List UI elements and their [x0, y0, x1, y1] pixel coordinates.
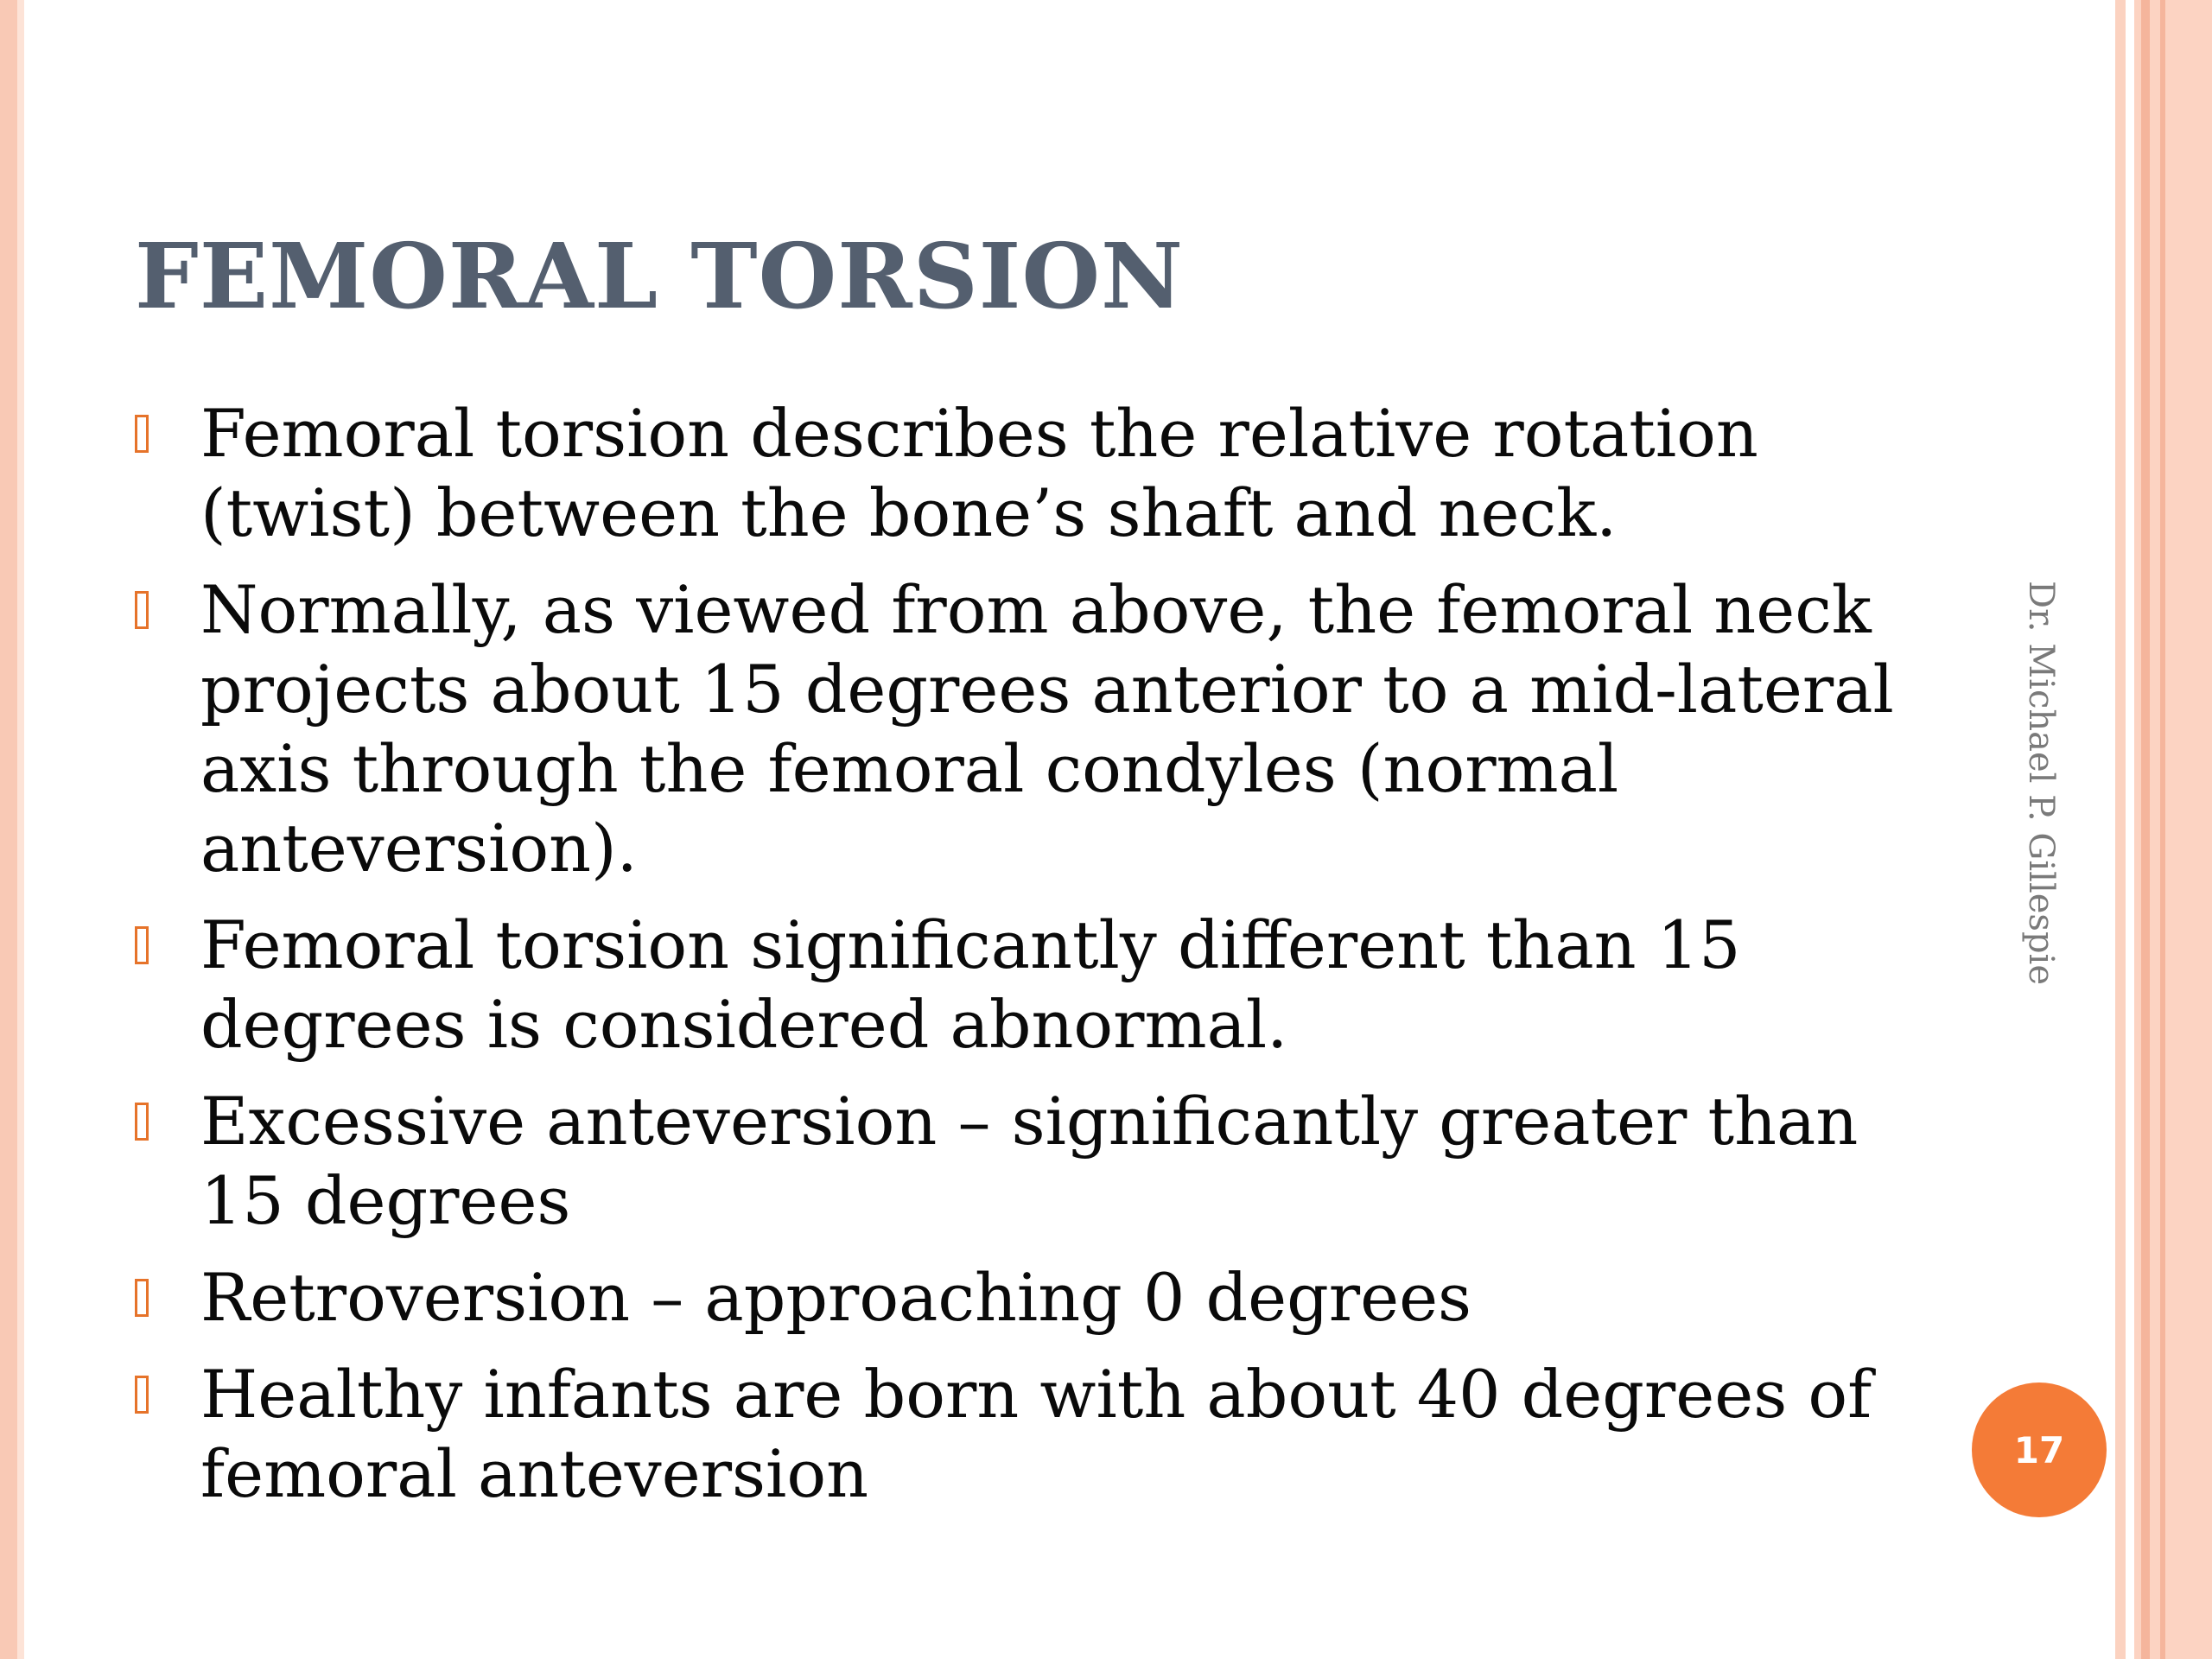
bullet-text: Retroversion – approaching 0 degrees	[200, 1259, 1472, 1336]
author-footer: Dr. Michael P. Gillespie	[2021, 581, 2061, 986]
right-border-gap	[2126, 0, 2134, 1659]
bullet-item	[131, 1082, 1911, 1241]
bullet-item	[131, 1258, 1911, 1338]
page-number-badge	[1972, 1382, 2107, 1517]
bullet-item	[131, 1355, 1911, 1514]
square-outline-bullet-icon	[135, 591, 149, 629]
right-border-line	[2160, 0, 2165, 1659]
bullet-list	[131, 394, 1911, 1531]
square-outline-bullet-icon	[135, 926, 149, 964]
bullet-text: Femoral torsion describes the relative rotation (twist) between the bone’s shaft and neck.	[200, 395, 1758, 551]
square-outline-bullet-icon	[135, 1376, 149, 1414]
bullet-item	[131, 906, 1911, 1065]
slide-title: FEMORAL TORSION	[135, 223, 1185, 329]
square-outline-bullet-icon	[135, 1103, 149, 1141]
page-number: 17	[2013, 1428, 2065, 1471]
left-border-stripe-inner	[17, 0, 24, 1659]
right-border-line	[2141, 0, 2150, 1659]
bullet-text: Femoral torsion significantly different than 15 degrees is considered abnormal.	[200, 906, 1741, 1063]
bullet-text: Normally, as viewed from above, the femoral neck projects about 15 degrees anterior to a mid-lateral axis through the femoral condyles (normal anteversion).	[200, 571, 1894, 887]
square-outline-bullet-icon	[135, 415, 149, 453]
square-outline-bullet-icon	[135, 1279, 149, 1317]
bullet-text: Healthy infants are born with about 40 degrees of femoral anteversion	[200, 1356, 1872, 1512]
bullet-item	[131, 570, 1911, 888]
bullet-item	[131, 394, 1911, 553]
bullet-text: Excessive anteversion – significantly greater than 15 degrees	[200, 1083, 1859, 1239]
left-border-stripe	[0, 0, 17, 1659]
right-border-band	[2115, 0, 2126, 1659]
